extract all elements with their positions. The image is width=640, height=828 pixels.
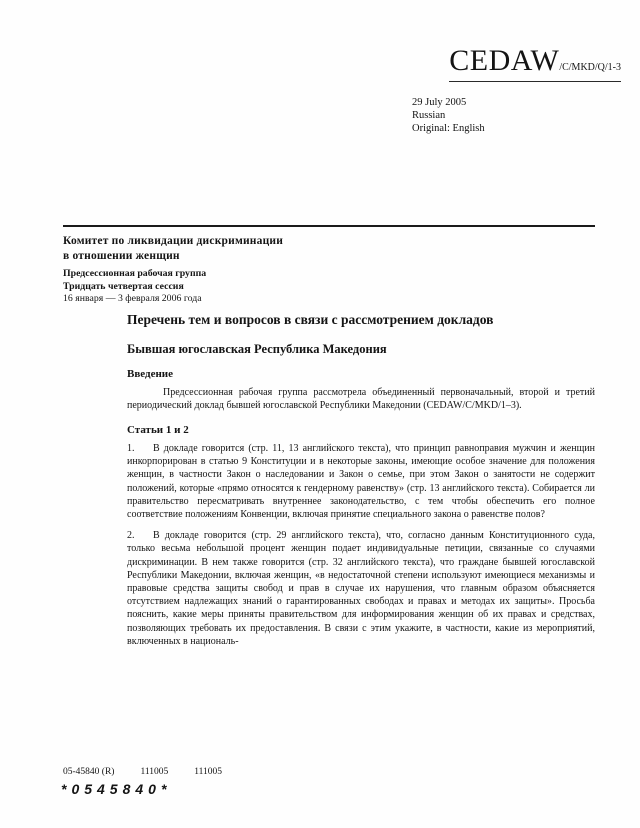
session-label: Тридцать четвертая сессия [63,280,184,292]
document-language: Russian [412,110,446,121]
paragraph-1-text: В докладе говорится (стр. 11, 13 английского текста), что принцип равноправия мужчин и женщин инкорпорирован в статью 9 Конституции и в некоторые законы, имеющие особое значение для положения женщин, в частности Закон о наследовании и Закон о семье, при этом Закон о занятости не содержит положений, которые «прямо относятся к гендерному равенству» (стр. 13 английского текста). Собирается ли правительство пересматривать внутреннее законодательство, с тем чтобы обеспечить его полное соответствие положениям Конвенции, включая принятие специального закона о равенстве полов? [127,442,595,520]
document-meta [412,96,485,135]
footer-document-codes [63,767,222,777]
committee-name-line1: Комитет по ликвидации дискриминации [63,235,284,247]
paragraph-1-number: 1. [127,442,135,454]
paragraph-1 [127,442,595,521]
country-heading: Бывшая югославская Республика Македония [127,341,387,356]
footer-code-1: 111005 [140,767,169,777]
articles-heading: Статьи 1 и 2 [127,423,189,436]
intro-paragraph: Предсессионная рабочая группа рассмотрела объединенный первоначальный, второй и третий периодический доклад бывшей югославской Республики Македонии (CEDAW/C/MKD/1–3). [127,386,595,411]
page-title: Перечень тем и вопросов в связи с рассмотрением докладов [127,312,494,327]
footer-code-2: 111005 [194,767,223,777]
header-divider-rule [63,225,595,227]
barcode-text: *0545840* [61,781,172,797]
document-body [127,311,595,656]
document-original-language: Original: English [412,123,485,134]
committee-name-line2: в отношении женщин [63,249,180,262]
document-date: 29 July 2005 [412,97,467,108]
symbol-suffix: /C/MKD/Q/1-3 [559,62,621,73]
paragraph-2-number: 2. [127,530,135,542]
paragraph-2 [127,529,595,648]
document-symbol [449,44,621,82]
paragraph-2-text: В докладе говорится (стр. 29 английского текста), что, согласно данным Конституционного суда, только весьма небольшой процент женщин подает индивидуальные петиции, связанные со случаями дискриминации. В нем также говорится (стр. 32 английского текста), что граждане бывшей югославской Республики Македонии, включая женщин, «в недостаточной степени используют имеющиеся механизмы и правовые средства защиты свобод и прав в случае их нарушения, что главным образом объясняется отсутствием надлежащих знаний о гарантированных свободах и правах и методах их защиты». Просьба пояснить, какие меры приняты правительством для информирования женщин об их правах и средствах, позволяющих требовать их предоставления. В связи с этим укажите, в частности, какие из мероприятий, включенных в националь- [127,530,595,647]
footer-doc-number: 05-45840 (R) [63,767,115,777]
symbol-cedaw: CEDAW [449,44,560,77]
working-group-label: Предсессионная рабочая группа [63,268,207,279]
session-dates: 16 января — 3 февраля 2006 года [63,293,202,304]
committee-block [63,234,283,306]
intro-heading: Введение [127,367,174,380]
